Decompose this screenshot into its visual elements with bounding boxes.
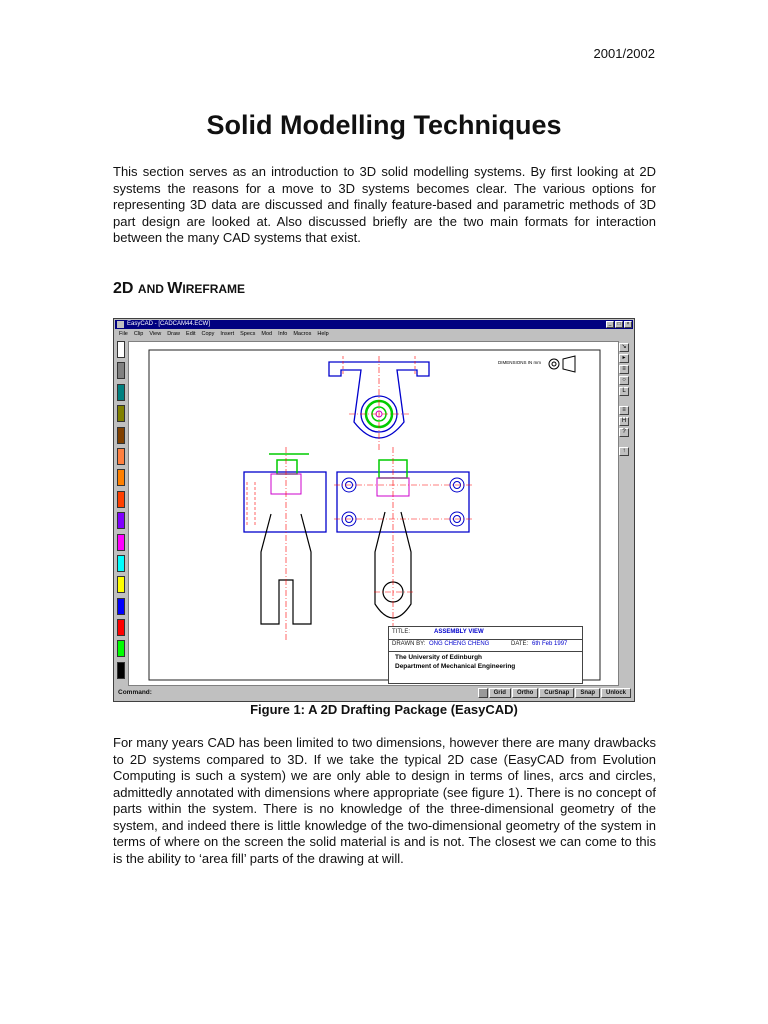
- heading-part-ireframe: IREFRAME: [182, 282, 246, 296]
- tool-button[interactable]: ?: [619, 428, 629, 437]
- tool-button[interactable]: L: [619, 387, 629, 396]
- color-swatch[interactable]: [117, 469, 125, 486]
- top-view: [329, 356, 429, 452]
- minimize-button[interactable]: _: [606, 321, 614, 328]
- ortho-button[interactable]: Ortho: [512, 688, 538, 698]
- color-swatch[interactable]: [117, 512, 125, 529]
- color-swatch[interactable]: [117, 576, 125, 593]
- front-view: [334, 447, 474, 642]
- menu-item-file[interactable]: File: [119, 331, 128, 337]
- menu-item-help[interactable]: Help: [317, 331, 329, 337]
- color-swatch[interactable]: [117, 448, 125, 465]
- command-bar: [115, 687, 633, 700]
- heading-part-and: AND: [137, 282, 168, 296]
- color-swatch[interactable]: [117, 491, 125, 508]
- snap-button[interactable]: Snap: [575, 688, 600, 698]
- color-swatch[interactable]: [117, 640, 125, 657]
- tool-button[interactable]: ≡: [619, 365, 629, 374]
- tool-button[interactable]: H: [619, 417, 629, 426]
- color-swatch[interactable]: [117, 341, 125, 358]
- unlock-button[interactable]: Unlock: [601, 688, 631, 698]
- drawn-by-label: DRAWN BY:: [392, 641, 426, 647]
- menu-item-edit[interactable]: Edit: [186, 331, 196, 337]
- color-swatch[interactable]: [117, 427, 125, 444]
- heading-part-2d: 2D: [113, 280, 138, 297]
- document-year: 2001/2002: [593, 46, 655, 61]
- title-block: [388, 626, 583, 684]
- color-swatch[interactable]: [117, 662, 125, 679]
- menu-bar: [115, 330, 633, 339]
- cursnap-button[interactable]: CurSnap: [539, 688, 574, 698]
- menu-item-clip[interactable]: Clip: [133, 331, 144, 337]
- page-title: Solid Modelling Techniques: [206, 110, 562, 140]
- command-label: Command:: [118, 689, 152, 696]
- color-swatch[interactable]: [117, 384, 125, 401]
- color-palette: [117, 341, 125, 686]
- drawn-by-value: ONG CHENG CHENG: [429, 641, 490, 647]
- grid-button[interactable]: Grid: [489, 688, 511, 698]
- maximize-button[interactable]: □: [615, 321, 623, 328]
- body-paragraph: For many years CAD has been limited to two dimensions, however there are many drawbacks to 2D systems compared to 3D. If we take the typical 2D case (EasyCAD from Evolution Computing is such a system) we are only able to design in terms of lines, arcs and circles, admittedly annotated with dimensions where appropriate (see figure 1). There is no concept of parts within the system. There is no knowledge of the three-dimensional geometry of the system, and indeed there is little knowledge of the two-dimensional geometry of the system in terms of where on the screen the solid material is and is not. The closest we can come to this is the ability to ‘area fill’ parts of the drawing at will.: [113, 735, 656, 866]
- figure-caption: Figure 1: A 2D Drafting Package (EasyCAD): [250, 702, 518, 717]
- window-title: EasyCAD - [CADCAM44.ECW]: [127, 321, 211, 327]
- menu-item-view[interactable]: View: [149, 331, 162, 337]
- color-swatch[interactable]: [117, 534, 125, 551]
- menu-item-specs[interactable]: Specs: [240, 331, 256, 337]
- color-swatch[interactable]: [117, 619, 125, 636]
- section-heading: [113, 280, 245, 298]
- color-swatch[interactable]: [117, 362, 125, 379]
- drawn-row: [389, 639, 582, 652]
- tool-strip: [619, 343, 631, 458]
- layer-icon[interactable]: [478, 688, 488, 698]
- menu-item-draw[interactable]: Draw: [167, 331, 181, 337]
- side-view: [244, 447, 326, 642]
- close-button[interactable]: ×: [624, 321, 632, 328]
- menu-item-info[interactable]: Info: [278, 331, 288, 337]
- date-value: 6th Feb 1997: [532, 641, 568, 647]
- university-name: The University of Edinburgh: [395, 654, 483, 661]
- intro-paragraph: This section serves as an introduction to 3D solid modelling systems. By first looking at 2D systems the reasons for a move to 3D systems becomes clear. The various options for representing 3D data are discussed and finally feature-based and parametric methods of 3D part design are looked at. Also discussed briefly are the two main formats for interaction between the many CAD systems that exist.: [113, 164, 656, 245]
- tool-button[interactable]: ↘: [619, 343, 629, 352]
- window-titlebar[interactable]: [115, 320, 633, 329]
- app-icon[interactable]: [117, 321, 124, 328]
- menu-item-mod[interactable]: Mod: [261, 331, 273, 337]
- dimensions-note: DIMENSIONS IN mm: [498, 360, 542, 365]
- tool-button[interactable]: ≡: [619, 406, 629, 415]
- color-swatch[interactable]: [117, 598, 125, 615]
- menu-item-copy[interactable]: Copy: [201, 331, 215, 337]
- drawing-canvas[interactable]: [128, 341, 619, 686]
- window-controls: [606, 321, 632, 328]
- title-value: ASSEMBLY VIEW: [434, 629, 484, 635]
- menu-item-insert[interactable]: Insert: [220, 331, 235, 337]
- color-swatch[interactable]: [117, 555, 125, 572]
- tool-button[interactable]: ○: [619, 376, 629, 385]
- projection-symbol: [549, 356, 575, 372]
- easycad-window: [113, 318, 635, 702]
- institution-text: [395, 653, 515, 671]
- title-label: TITLE:: [392, 629, 411, 635]
- department-name: Department of Mechanical Engineering: [395, 663, 516, 670]
- tool-button[interactable]: ▸: [619, 354, 629, 363]
- date-label: DATE:: [511, 641, 529, 647]
- heading-part-w: W: [167, 280, 183, 297]
- status-buttons: [478, 688, 631, 698]
- tool-button[interactable]: ↑: [619, 447, 629, 456]
- menu-item-macros[interactable]: Macros: [293, 331, 312, 337]
- color-swatch[interactable]: [117, 405, 125, 422]
